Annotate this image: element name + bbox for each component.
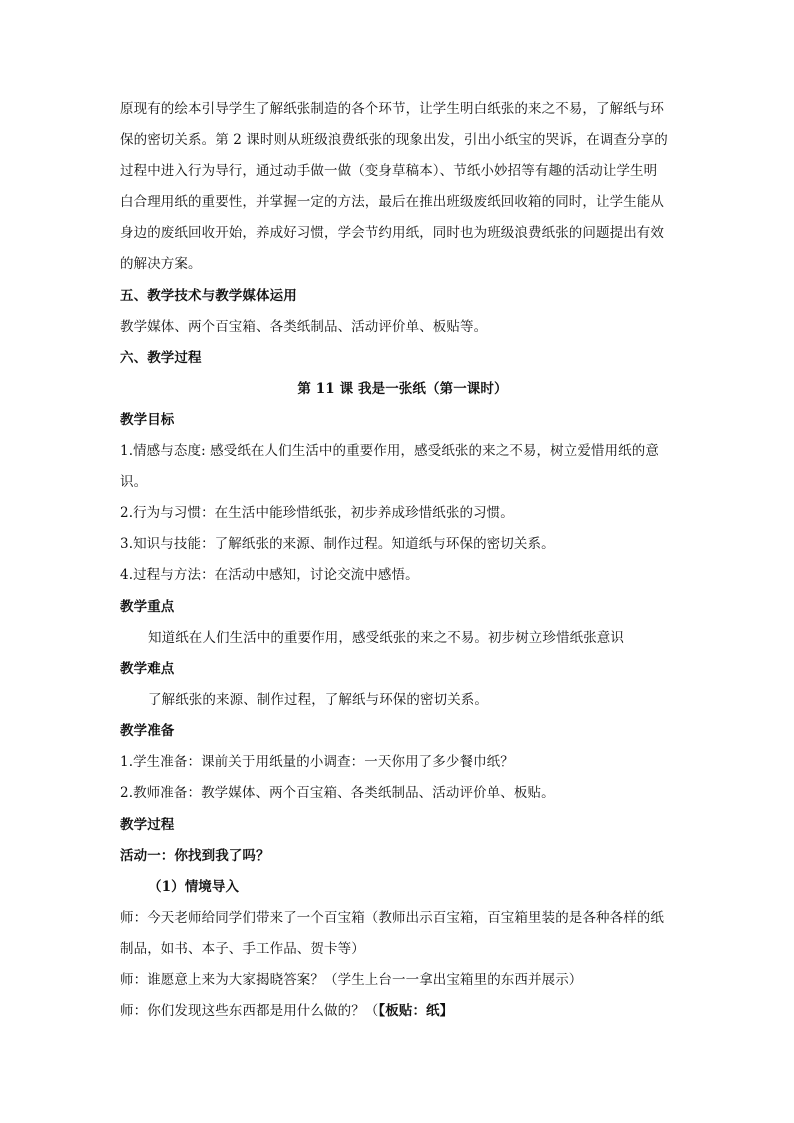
- subheading-key-points: 教学重点: [120, 599, 175, 615]
- section-heading-5: 五、教学技术与教学媒体运用: [120, 288, 297, 304]
- dialogue-line: 师：今天老师给同学们带来了一个百宝箱（教师出示百宝箱，百宝箱里装的是各种各样的纸: [120, 910, 664, 926]
- preparation-line: 2.教师准备：教学媒体、两个百宝箱、各类纸制品、活动评价单、板贴。: [120, 785, 555, 801]
- paragraph-line: 保的密切关系。第 2 课时则从班级浪费纸张的现象出发，引出小纸宝的哭诉，在调查分享的: [120, 132, 668, 148]
- dialogue-line: [120, 996, 685, 1027]
- paragraph-line: 身边的废纸回收开始，养成好习惯，学会节约用纸，同时也为班级浪费纸张的问题提出有效: [120, 225, 664, 241]
- step-heading: （1）情境导入: [148, 879, 240, 895]
- subheading-process: 教学过程: [120, 817, 175, 833]
- activity-heading: 活动一：你找到我了吗？: [120, 848, 270, 864]
- subheading-preparation: 教学准备: [120, 723, 175, 739]
- paragraph-line: 白合理用纸的重要性，并掌握一定的方法，最后在推出班级废纸回收箱的同时，让学生能从: [120, 194, 664, 210]
- objective-line: 3.知识与技能：了解纸张的来源、制作过程。知道纸与环保的密切关系。: [120, 536, 555, 552]
- objective-line: 4.过程与方法：在活动中感知，讨论交流中感悟。: [120, 567, 419, 583]
- lesson-title: 第 11 课 我是一张纸（第一课时）: [297, 381, 508, 397]
- objective-line: 1.情感与态度: 感受纸在人们生活中的重要作用，感受纸张的来之不易，树立爱惜用纸的意: [120, 443, 659, 459]
- subheading-objectives: 教学目标: [120, 412, 175, 428]
- dialogue-line: 制品，如书、本子、手工作品、贺卡等）: [120, 941, 365, 957]
- paragraph-line: 的解决方案。: [120, 256, 202, 272]
- dialogue-text: 师：你们发现这些东西都是用什么做的？（: [120, 1003, 379, 1019]
- difficulties-text: 了解纸张的来源、制作过程，了解纸与环保的密切关系。: [148, 692, 488, 708]
- key-points-text: 知道纸在人们生活中的重要作用，感受纸张的来之不易。初步树立珍惜纸张意识: [148, 630, 624, 646]
- paragraph-line: 教学媒体、两个百宝箱、各类纸制品、活动评价单、板贴等。: [120, 319, 488, 335]
- paragraph-line: 过程中进入行为导行，通过动手做一做（变身草稿本）、节纸小妙招等有趣的活动让学生明: [120, 163, 658, 179]
- paragraph-line: 原现有的绘本引导学生了解纸张制造的各个环节，让学生明白纸张的来之不易，了解纸与环: [120, 101, 664, 117]
- dialogue-line: 师：谁愿意上来为大家揭晓答案？（学生上台一一拿出宝箱里的东西并展示）: [120, 972, 583, 988]
- section-heading-6: 六、教学过程: [120, 350, 202, 366]
- objective-line: 2.行为与习惯：在生活中能珍惜纸张，初步养成珍惜纸张的习惯。: [120, 505, 514, 521]
- preparation-line: 1.学生准备：课前关于用纸量的小调查：一天你用了多少餐巾纸？: [120, 754, 514, 770]
- board-sticker-label: 【板贴：纸】: [378, 1003, 454, 1019]
- objective-line: 识。: [120, 474, 148, 490]
- subheading-difficulties: 教学难点: [120, 661, 175, 677]
